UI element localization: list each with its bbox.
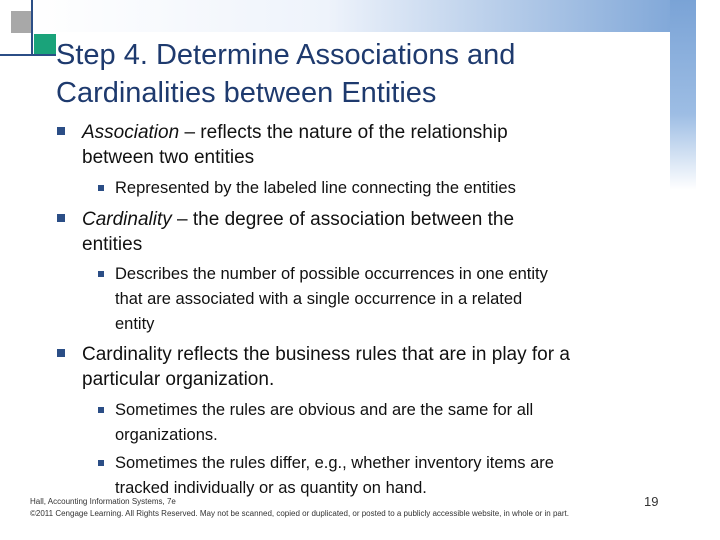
cardinality-text-line2: entities [82,234,143,255]
sub-bullet-business-rules-2 [115,451,665,501]
page-number: 19 [644,494,659,509]
slide-title-line1: Step 4. Determine Associations and [56,39,516,71]
sub-bullet-square-icon [98,185,104,191]
decorative-vertical-line [31,0,33,56]
sub-bullet-cardinality-1 [115,262,665,337]
association-text-line1: – reflects the nature of the relationship [179,122,508,143]
business-rules-text-line2: particular organization. [82,369,275,390]
bullet-business-rules [82,342,672,392]
bullet-square-icon [57,349,65,357]
business-rules-text-line1: Cardinality reflects the business rules that are in play for a [82,344,570,365]
business-rules-sub2-line1: Sometimes the rules differ, e.g., whether inventory items are [115,454,554,472]
bullet-square-icon [57,127,65,135]
sub-bullet-square-icon [98,460,104,466]
footer-line1: Hall, Accounting Information Systems, 7e [30,497,176,506]
header-right-bar [670,0,696,190]
business-rules-sub1-line2: organizations. [115,426,218,444]
sub-bullet-square-icon [98,271,104,277]
business-rules-sub2-line2: tracked individually or as quantity on hand. [115,479,427,497]
header-gradient-band [26,0,696,32]
decorative-green-square [34,34,56,56]
bullet-association [82,120,672,170]
slide-title-line2: Cardinalities between Entities [56,77,437,109]
business-rules-sub1-line1: Sometimes the rules are obvious and are the same for all [115,401,534,419]
decorative-gray-square [11,11,33,33]
slide-title [56,36,656,112]
footer-copyright [30,496,569,520]
cardinality-text-line1: – the degree of association between the [171,209,515,230]
association-text-line2: between two entities [82,147,255,168]
cardinality-sub1-line1: Describes the number of possible occurrences in one entity [115,265,548,283]
association-sub1: Represented by the labeled line connecting the entities [115,179,516,197]
sub-bullet-business-rules-1 [115,398,665,448]
bullet-square-icon [57,214,65,222]
term-cardinality: Cardinality [82,209,172,230]
term-association: Association [82,122,180,143]
decorative-horizontal-line [0,54,56,56]
sub-bullet-square-icon [98,407,104,413]
cardinality-sub1-line2: that are associated with a single occurrence in a related [115,290,523,308]
cardinality-sub1-line3: entity [115,315,155,333]
footer-line2: ©2011 Cengage Learning. All Rights Reserved. May not be scanned, copied or duplicated, or posted to a publicly accessible website, in whole or in part. [30,509,569,518]
bullet-cardinality [82,207,672,257]
sub-bullet-association-1 [115,176,665,201]
